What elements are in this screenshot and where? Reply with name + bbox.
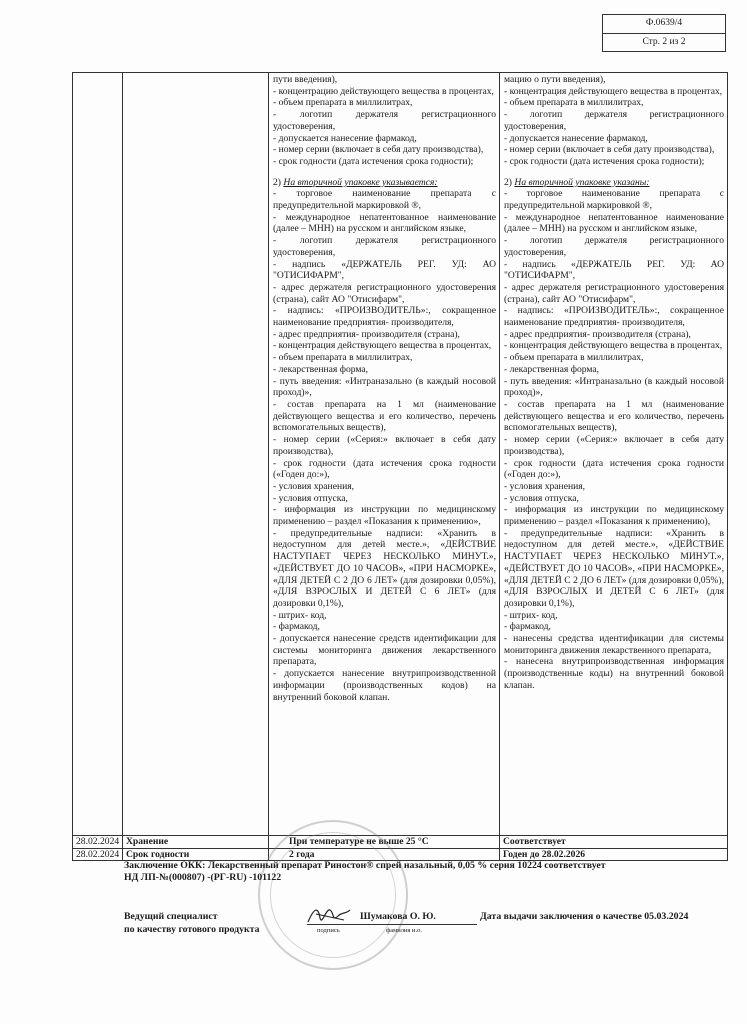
heading-number: 2)	[273, 176, 284, 188]
form-code-box	[602, 14, 726, 52]
form-code: Ф.0639/4	[645, 18, 683, 28]
list-item: - допускается нанесение средств идентификации для системы мониторинга движения лекарственного препарата,	[273, 633, 496, 668]
list-item: мацию о пути введения),	[504, 74, 606, 85]
list-item: - объем препарата в миллилитрах,	[504, 352, 644, 364]
secondary-heading	[273, 177, 496, 189]
list-item: - надпись «ДЕРЖАТЕЛЬ РЕГ. УД: АО "ОТИСИФАРМ",	[273, 258, 496, 282]
page-number: Стр. 2 из 2	[603, 33, 725, 51]
list-item: - нанесена внутрипроизводственная информация (производственные коды) на внутренний боковой клапан.	[504, 656, 724, 691]
cell-date-empty	[73, 73, 123, 836]
table-row	[73, 836, 728, 849]
table-row-labeling	[73, 73, 728, 836]
row-parameter: Хранение	[123, 836, 269, 849]
row-result: Годен до 28.02.2026	[500, 848, 728, 861]
list-item: - лекарственная форма,	[504, 363, 600, 375]
list-item: - концентрация действующего вещества в процентах,	[504, 85, 723, 97]
specialist-position	[124, 910, 259, 936]
list-item: - торговое наименование препарата с предупредительной маркировкой ®,	[273, 188, 496, 212]
row-result: Соответствует	[500, 836, 728, 849]
list-item: - срок годности (дата истечения срока годности);	[504, 155, 705, 167]
list-item: - допускается нанесение фармакод,	[273, 132, 417, 144]
cell-name-empty	[123, 73, 269, 836]
list-item: - логотип держателя регистрационного удостоверения,	[504, 235, 724, 258]
results-text	[500, 73, 727, 692]
list-item: - предупредительные надписи: «Хранить в недоступном для детей месте.», «ДЕЙСТВИЕ НАСТУПАЕТ ЧЕРЕЗ НЕСКОЛЬКО МИНУТ.», «ДЕЙСТВУЕТ ДО 10 ЧАСОВ», «ПРИ НАСМОРКЕ», «ДЛЯ ДЕТЕЙ С 2 ДО 6 ЛЕТ» (для дозировки 0,05%), «ДЛЯ ВЗРОСЛЫХ И ДЕТЕЙ С 6 ЛЕТ» (для дозировки 0,1%),	[504, 527, 724, 609]
list-item: - объем препарата в миллилитрах,	[273, 352, 413, 364]
name-caption: фамилия и.о.	[386, 927, 423, 934]
list-item: - штрих- код,	[504, 609, 558, 621]
heading-text: На вторичной упаковке указывается:	[283, 176, 438, 188]
list-item: - концентрацию действующего вещества в процентах,	[273, 85, 494, 97]
list-item: - надпись: «ПРОИЗВОДИТЕЛЬ»:, сокращенное наименование предприятия- производителя,	[273, 305, 496, 329]
conclusion-line-2: НД ЛП-№(000807) -(РГ-RU) -101122	[124, 872, 282, 883]
list-item: - фармакод,	[504, 621, 551, 633]
specialist-name: Шумакова О. Ю.	[360, 911, 436, 922]
list-item: - адрес предприятия- производителя (страна),	[504, 328, 691, 340]
list-item: - надпись: «ПРОИЗВОДИТЕЛЬ»:, сокращенное наименование предприятия- производителя,	[504, 305, 724, 329]
heading-text: На вторичной упаковке указаны:	[514, 176, 650, 188]
row-requirement: 2 года	[269, 848, 500, 861]
signature-caption: подпись	[317, 927, 340, 934]
list-item: - объем препарата в миллилитрах,	[273, 97, 413, 109]
list-item: - надпись «ДЕРЖАТЕЛЬ РЕГ. УД: АО "ОТИСИФАРМ",	[504, 258, 724, 282]
list-item: - путь введения: «Интраназально (в каждый носовой проход)»,	[273, 375, 496, 399]
list-item: - условия хранения,	[273, 480, 355, 492]
list-item: - объем препарата в миллилитрах,	[504, 97, 644, 109]
results-cell	[500, 73, 728, 836]
list-item: - срок годности (дата истечения срока годности («Годен до:»),	[504, 457, 724, 481]
position-line-2: по качеству готового продукта	[124, 924, 260, 935]
list-item: - информация из инструкции по медицинскому применению – раздел «Показания к применению),	[504, 504, 724, 528]
list-item: - логотип держателя регистрационного удостоверения,	[273, 235, 496, 258]
list-item: пути введения),	[273, 74, 338, 85]
list-item: - международное непатентованное наименование (далее – МНН) на русском и английском языке,	[273, 211, 496, 235]
list-item: - допускается нанесение фармакод,	[504, 132, 648, 144]
list-item: - условия отпуска,	[273, 492, 348, 504]
list-item: - номер серии (включает в себя дату производства),	[273, 144, 484, 156]
quality-table	[72, 72, 728, 861]
conclusion-block	[124, 860, 684, 884]
list-item: - фармакод,	[273, 621, 320, 633]
secondary-heading	[504, 177, 724, 189]
requirements-text	[269, 73, 499, 703]
list-item: - путь введения: «Интраназально (в каждый носовой проход)»,	[504, 375, 724, 399]
list-item: - состав препарата на 1 мл (наименование действующего вещества и его количество, перечень вспомогательных веществ),	[504, 398, 724, 434]
list-item: - предупредительные надписи: «Хранить в недоступном для детей месте.», «ДЕЙСТВИЕ НАСТУПАЕТ ЧЕРЕЗ НЕСКОЛЬКО МИНУТ.», «ДЕЙСТВУЕТ ДО 10 ЧАСОВ», «ПРИ НАСМОРКЕ», «ДЛЯ ДЕТЕЙ С 2 ДО 6 ЛЕТ» (для дозировки 0,05%), «ДЛЯ ВЗРОСЛЫХ И ДЕТЕЙ С 6 ЛЕТ» (для дозировки 0,1%),	[273, 527, 496, 609]
list-item: - номер серии (включает в себя дату производства),	[504, 144, 715, 156]
row-requirement: При температуре не выше 25 °С	[269, 836, 500, 849]
list-item: - адрес держателя регистрационного удостоверения (страна), сайт АО "Отисифарм",	[273, 281, 496, 305]
row-date: 28.02.2024	[73, 848, 123, 861]
signature-block	[124, 910, 724, 970]
issue-date: Дата выдачи заключения о качестве 05.03.2024	[480, 911, 689, 922]
list-item: - условия хранения,	[504, 480, 586, 492]
list-item: - информация из инструкции по медицинскому применению – раздел «Показания к применению»,	[273, 504, 496, 528]
position-line-1: Ведущий специалист	[124, 911, 218, 922]
list-item: - нанесены средства идентификации для системы мониторинга движения лекарственного препарата,	[504, 633, 724, 656]
list-item: - логотип держателя регистрационного удостоверения,	[273, 109, 496, 132]
list-item: - срок годности (дата истечения срока годности);	[273, 155, 474, 167]
heading-number: 2)	[504, 176, 515, 188]
row-parameter: Срок годности	[123, 848, 269, 861]
list-item: - лекарственная форма,	[273, 363, 369, 375]
list-item: - штрих- код,	[273, 609, 327, 621]
list-item: - срок годности (дата истечения срока годности («Годен до:»),	[273, 457, 496, 481]
row-date: 28.02.2024	[73, 836, 123, 849]
signature-line	[307, 924, 477, 925]
list-item: - международное непатентованное наименование (далее – МНН) на русском и английском языке,	[504, 211, 724, 235]
list-item: - адрес предприятия- производителя (страна),	[273, 328, 460, 340]
list-item: - номер серии («Серия:» включает в себя дату производства),	[273, 434, 496, 457]
list-item: - состав препарата на 1 мл (наименование действующего вещества и его количество, перечень вспомогательных веществ),	[273, 398, 496, 434]
list-item: - логотип держателя регистрационного удостоверения,	[504, 109, 724, 132]
conclusion-line-1: Заключение ОКК: Лекарственный препарат Риностон® спрей назальный, 0,05 % серия 10224 соответствует	[124, 860, 606, 871]
list-item: - допускается нанесение внутрипроизводственной информации (производственных кодов) на внутренний боковой клапан.	[273, 668, 496, 703]
list-item: - условия отпуска,	[504, 492, 579, 504]
list-item: - торговое наименование препарата с предупредительной маркировкой ®,	[504, 188, 724, 212]
list-item: - номер серии («Серия:» включает в себя дату производства),	[504, 434, 724, 457]
list-item: - концентрация действующего вещества в процентах,	[273, 340, 492, 352]
list-item: - адрес держателя регистрационного удостоверения (страна), сайт АО "Отисифарм",	[504, 281, 724, 305]
requirements-cell	[269, 73, 500, 836]
table-row	[73, 848, 728, 861]
list-item: - концентрация действующего вещества в процентах,	[504, 340, 723, 352]
